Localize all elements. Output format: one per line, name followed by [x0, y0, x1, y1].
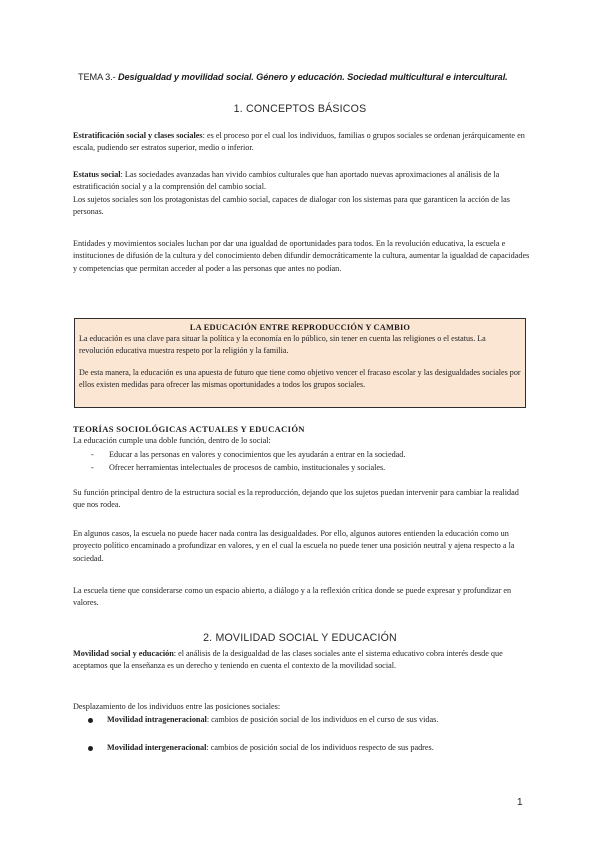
list-item-text [107, 742, 434, 754]
movilidad-paragraph [73, 648, 531, 673]
estatus-text-2: Los sujetos sociales son los protagonistas del cambio social, capaces de dialogar con los sistemas para que garanticen la acción de las personas. [73, 194, 510, 217]
espacio-paragraph: La escuela tiene que considerarse como un espacio abierto, a diálogo y a la reflexión crítica donde se puede expresar y profundizar en valores. [73, 586, 512, 608]
dash-marker: - [91, 450, 94, 459]
topic-heading: Desigualdad y movilidad social. Género y educación. Sociedad multicultural e intercultural. [117, 72, 508, 82]
bullet-term: Movilidad intergeneracional [107, 743, 207, 752]
estatus-paragraph [73, 169, 531, 219]
topic-number: TEMA 3.- [78, 72, 118, 82]
bullet-text: : cambios de posición social de los individuos en el curso de sus vidas. [206, 715, 439, 724]
list-item-text: Educar a las personas en valores y conocimientos que les ayudarán a entrar en la sociedad. [109, 450, 406, 459]
estratificacion-text: : es el proceso por el cual los individuos, familias o grupos sociales se ordenan jerárquicamente en escala, pudiendo ser estratos superior, medio o inferior. [73, 131, 525, 153]
bullet-icon [88, 718, 93, 723]
desplazamiento-text: Desplazamiento de los individuos entre las posiciones sociales: [73, 702, 281, 711]
movilidad-text: : el análisis de la desigualdad de las clases sociales ante el sistema educativo cobra interés desde que aceptamos que la enseñanza es un derecho y teniendo en cuenta el contexto de la movilidad social. [73, 649, 503, 671]
dash-marker: - [91, 463, 94, 472]
callout-title: LA EDUCACIÓN ENTRE REPRODUCCIÓN Y CAMBIO [189, 323, 411, 332]
movilidad-term: Movilidad social y educación [73, 649, 174, 658]
desigualdades-paragraph: En algunos casos, la escuela no puede hacer nada contra las desigualdades. Por ello, algunos autores entienden la educación como un proyecto político encaminado a profundizar en valores, y en el cual la escuela no puede tener una posición neutral y ajena respecto a la sociedad. [73, 529, 515, 563]
callout-paragraph-1: La educación es una clave para situar la política y la economía en lo público, sin tener en cuenta las religiones o el estatus. La revolución educativa muestra respeto por la religión y la familia. [79, 334, 486, 355]
funcion-paragraph: Su función principal dentro de la estructura social es la reproducción, dejando que los sujetos puedan intervenir para cambiar la realidad que nos rodea. [73, 488, 519, 510]
section-1-heading: 1. CONCEPTOS BÁSICOS [233, 103, 367, 115]
section-2-heading: 2. MOVILIDAD SOCIAL Y EDUCACIÓN [203, 632, 397, 644]
bullet-icon [88, 746, 93, 751]
page-number: 1 [517, 797, 523, 808]
topic-title [78, 72, 538, 82]
bullet-term: Movilidad intrageneracional [107, 715, 207, 724]
teorias-heading: TEORÍAS SOCIOLÓGICAS ACTUALES Y EDUCACIÓN [73, 424, 305, 434]
list-item-text: Ofrecer herramientas intelectuales de procesos de cambio, institucionales y sociales. [109, 463, 386, 472]
estatus-text: : Las sociedades avanzadas han vivido cambios culturales que han aportado nuevas aproximaciones al análisis de la estratificación social y a la comprensión del cambio social. [73, 170, 500, 192]
callout-box [74, 318, 526, 408]
estratificacion-paragraph [73, 130, 531, 155]
entidades-paragraph: Entidades y movimientos sociales luchan por dar una igualdad de oportunidades para todos. En la revolución educativa, la escuela e instituciones de difusión de la cultura y del conocimiento deben difundir democráticamente la cultura, aumentar la igualdad de capacidades y competencias que permitan acceder al poder a las personas que antes no podían. [73, 239, 530, 273]
teorias-intro: La educación cumple una doble función, dentro de lo social: [73, 436, 271, 445]
callout-paragraph-2: De esta manera, la educación es una apuesta de futuro que tiene como objetivo vencer el fracaso escolar y las desigualdades sociales por ellos existen medidas para ofrecer las mismas oportunidades a todos los grupos sociales. [79, 368, 521, 389]
bullet-text: : cambios de posición social de los individuos respecto de sus padres. [206, 743, 434, 752]
estratificacion-term: Estratificación social y clases sociales [73, 131, 203, 140]
estatus-term: Estatus social [73, 170, 121, 179]
list-item-text [107, 714, 438, 726]
